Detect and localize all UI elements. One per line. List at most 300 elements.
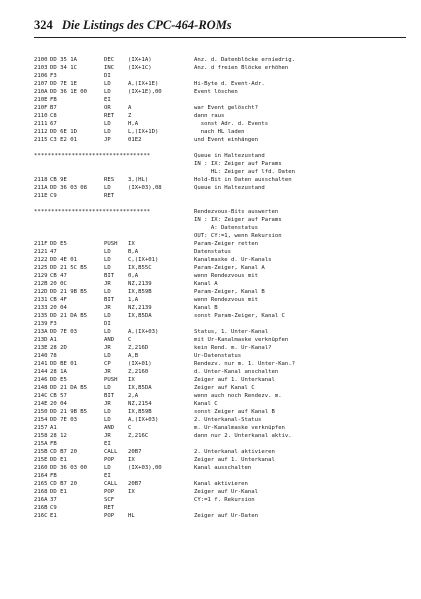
line-comment: Hi-Byte d. Event-Adr. <box>194 81 265 87</box>
line-operand: (IX+1E),00 <box>128 89 162 95</box>
line-operand: A,(IX+03) <box>128 329 159 335</box>
line-mnemonic: JR <box>104 345 111 351</box>
line-comment: 2. Unterkanal aktivieren <box>194 449 275 455</box>
separator-stars: ********************************** <box>34 209 151 215</box>
line-hex-bytes: CB 4F <box>50 297 67 303</box>
line-hex-bytes: DD 4E 01 <box>50 257 77 263</box>
line-hex-bytes: 20 04 <box>50 401 67 407</box>
line-comment: Kanal A <box>194 281 218 287</box>
line-mnemonic: BIT <box>104 273 115 279</box>
section-comment-text: IN : IX: Zeiger auf Params <box>194 161 282 167</box>
code-line <box>34 72 414 80</box>
code-line <box>34 128 414 136</box>
line-address: 216B <box>34 505 48 511</box>
line-address: 212D <box>34 289 48 295</box>
line-address: 2140 <box>34 353 48 359</box>
line-hex-bytes: CD B7 20 <box>50 481 77 487</box>
line-address: 2144 <box>34 369 48 375</box>
line-mnemonic: DI <box>104 73 111 79</box>
line-address: 2125 <box>34 265 48 271</box>
line-address: 2121 <box>34 249 48 255</box>
code-line <box>34 80 414 88</box>
code-line <box>34 464 414 472</box>
line-mnemonic: POP <box>104 513 115 519</box>
line-hex-bytes: 20 0C <box>50 281 67 287</box>
line-hex-bytes: DD 34 1C <box>50 65 77 71</box>
code-line <box>34 504 414 512</box>
line-address: 2146 <box>34 377 48 383</box>
line-mnemonic: JR <box>104 305 111 311</box>
line-comment: Zeiger auf Ur-Kanal <box>194 489 258 495</box>
line-address: 215B <box>34 449 48 455</box>
code-line <box>34 400 414 408</box>
line-address: 2115 <box>34 137 48 143</box>
code-line <box>34 368 414 376</box>
line-operand <box>128 192 194 200</box>
code-line <box>34 256 414 264</box>
line-mnemonic: EI <box>104 473 111 479</box>
line-mnemonic: RET <box>104 505 115 511</box>
code-line <box>34 328 414 336</box>
line-hex-bytes: 28 2D <box>50 345 67 351</box>
page-header <box>34 18 414 33</box>
line-address: 2139 <box>34 321 48 327</box>
line-operand: 0,A <box>128 273 139 279</box>
line-operand: A,(IX+1E) <box>128 81 159 87</box>
line-address: 213E <box>34 345 48 351</box>
line-comment <box>194 504 414 512</box>
line-comment: Param-Zeiger, Kanal A <box>194 265 265 271</box>
line-address: 2107 <box>34 81 48 87</box>
line-hex-bytes: 28 1A <box>50 369 67 375</box>
line-operand <box>128 504 194 512</box>
line-address: 2103 <box>34 65 48 71</box>
line-operand: Z <box>128 113 132 119</box>
line-comment: dann nur 2. Unterkanal aktiv. <box>194 433 292 439</box>
line-address: 2112 <box>34 129 48 135</box>
line-hex-bytes: DD 21 DA B5 <box>50 385 88 391</box>
line-hex-bytes: CD B7 20 <box>50 449 77 455</box>
line-address: 2110 <box>34 113 48 119</box>
line-mnemonic: DEC <box>104 57 115 63</box>
line-address: 215E <box>34 457 48 463</box>
line-operand: Z,2160 <box>128 369 149 375</box>
line-hex-bytes: 67 <box>50 121 57 127</box>
section-comment <box>34 232 414 240</box>
line-mnemonic: DI <box>104 321 111 327</box>
line-mnemonic: CALL <box>104 449 118 455</box>
line-hex-bytes: A1 <box>50 337 57 343</box>
code-line <box>34 472 414 480</box>
line-operand: IX <box>128 241 135 247</box>
line-mnemonic: OR <box>104 105 111 111</box>
code-line <box>34 432 414 440</box>
line-hex-bytes: DD E5 <box>50 241 67 247</box>
code-line <box>34 360 414 368</box>
line-comment: Anz. d. Datenblöcke erniedrig. <box>194 57 296 63</box>
section-comment <box>34 160 414 168</box>
code-line <box>34 336 414 344</box>
code-line <box>34 312 414 320</box>
line-mnemonic: LD <box>104 249 111 255</box>
code-line <box>34 496 414 504</box>
line-operand: NZ,2139 <box>128 305 152 311</box>
line-comment: Zeiger auf Kanal C <box>194 385 255 391</box>
code-line <box>34 440 414 448</box>
header-rule <box>34 37 406 38</box>
line-mnemonic: POP <box>104 457 115 463</box>
line-comment <box>194 72 414 80</box>
line-mnemonic: BIT <box>104 393 115 399</box>
code-line <box>34 136 414 144</box>
line-mnemonic: LD <box>104 81 111 87</box>
separator-line <box>34 152 414 160</box>
line-operand: H,A <box>128 121 139 127</box>
line-mnemonic: INC <box>104 65 115 71</box>
line-comment: Zeiger auf 1. Unterkanal <box>194 457 275 463</box>
section-comment <box>34 224 414 232</box>
line-mnemonic: LD <box>104 129 111 135</box>
line-address: 2106 <box>34 73 48 79</box>
line-hex-bytes: DD 7E 03 <box>50 417 77 423</box>
line-mnemonic: LD <box>104 385 111 391</box>
line-comment: sonst Param-Zeiger, Kanal C <box>194 313 285 319</box>
listing-block-3 <box>34 240 414 520</box>
line-operand: IX,B5DA <box>128 313 152 319</box>
line-hex-bytes: F3 <box>50 321 57 327</box>
line-hex-bytes: FB <box>50 97 57 103</box>
line-comment: Datenstatus <box>194 249 232 255</box>
line-hex-bytes: C9 <box>50 193 57 199</box>
line-address: 211E <box>34 193 48 199</box>
line-comment <box>194 440 414 448</box>
code-line <box>34 104 414 112</box>
line-operand: 1,A <box>128 297 139 303</box>
line-comment: war Event gelöscht? <box>194 105 258 111</box>
line-address: 213A <box>34 329 48 335</box>
line-comment: Kanal B <box>194 305 218 311</box>
line-operand: 3,(HL) <box>128 177 149 183</box>
code-line <box>34 456 414 464</box>
line-comment: Hold-Bit in Daten ausschalten <box>194 177 292 183</box>
line-address: 2150 <box>34 409 48 415</box>
line-comment: Anz. d freien Blöcke erhöhen <box>194 65 289 71</box>
line-mnemonic: LD <box>104 289 111 295</box>
code-line <box>34 280 414 288</box>
line-address: 2135 <box>34 313 48 319</box>
line-address: 2160 <box>34 465 48 471</box>
code-line <box>34 248 414 256</box>
line-hex-bytes: DD BE 01 <box>50 361 77 367</box>
page-title: Die Listings des CPC-464-ROMs <box>61 18 232 32</box>
line-mnemonic: PUSH <box>104 241 118 247</box>
code-line <box>34 184 414 192</box>
line-mnemonic: LD <box>104 89 111 95</box>
line-operand: IX,B5DA <box>128 385 152 391</box>
line-mnemonic: LD <box>104 353 111 359</box>
line-address: 212B <box>34 281 48 287</box>
line-comment: 2. Unterkanal-Status <box>194 417 262 423</box>
line-hex-bytes: C8 <box>50 113 57 119</box>
line-address: 2141 <box>34 361 48 367</box>
code-line <box>34 448 414 456</box>
section-heading: Queue in Haltezustand <box>194 153 265 159</box>
line-operand: Z,216D <box>128 345 149 351</box>
line-address: 213D <box>34 337 48 343</box>
line-operand <box>128 320 194 328</box>
code-line <box>34 352 414 360</box>
line-hex-bytes: DD 36 03 08 <box>50 185 88 191</box>
code-line <box>34 264 414 272</box>
section-heading: Rendezvous-Bits auswerten <box>194 209 279 215</box>
listing-block-1 <box>34 56 414 144</box>
line-operand: (IX+1C) <box>128 65 152 71</box>
line-address: 2131 <box>34 297 48 303</box>
line-address: 2111 <box>34 121 48 127</box>
line-comment: d. Unter-Kanal anschalten <box>194 369 279 375</box>
line-address: 2122 <box>34 257 48 263</box>
line-mnemonic: CALL <box>104 481 118 487</box>
line-comment: dann raus <box>194 113 225 119</box>
code-line <box>34 320 414 328</box>
line-comment: Param-Zeiger retten <box>194 241 258 247</box>
code-line <box>34 288 414 296</box>
line-mnemonic: RET <box>104 193 115 199</box>
line-address: 214E <box>34 401 48 407</box>
line-mnemonic: POP <box>104 489 115 495</box>
line-comment: mit Ur-Kanalmaske verknüpfen <box>194 337 289 343</box>
line-hex-bytes: C9 <box>50 505 57 511</box>
line-comment: Kanal C <box>194 401 218 407</box>
line-hex-bytes: A1 <box>50 425 57 431</box>
line-mnemonic: AND <box>104 337 115 343</box>
line-operand: (IX+03),08 <box>128 185 162 191</box>
section-comment-text: HL: Zeiger auf lfd. Daten <box>194 169 296 175</box>
line-hex-bytes: DD 21 DA B5 <box>50 313 88 319</box>
line-comment: und Event einhängen <box>194 137 258 143</box>
line-operand: 20B7 <box>128 449 142 455</box>
line-comment: Kanalmaske d. Ur-Kanals <box>194 257 272 263</box>
page-number: 324 <box>34 18 53 32</box>
line-operand: C,(IX+01) <box>128 257 159 263</box>
line-mnemonic: LD <box>104 313 111 319</box>
line-comment: Zeiger auf Ur-Daten <box>194 513 258 519</box>
line-hex-bytes: DD E1 <box>50 489 67 495</box>
line-hex-bytes: DD 7E 03 <box>50 329 77 335</box>
line-address: 211A <box>34 185 48 191</box>
section-comment <box>34 216 414 224</box>
line-operand: A <box>128 105 132 111</box>
line-address: 215A <box>34 441 48 447</box>
code-line <box>34 64 414 72</box>
line-address: 210A <box>34 89 48 95</box>
section-comment <box>34 168 414 176</box>
line-hex-bytes: DD 36 1E 00 <box>50 89 88 95</box>
code-line <box>34 408 414 416</box>
line-mnemonic: LD <box>104 121 111 127</box>
line-operand <box>128 440 194 448</box>
line-operand: (IX+01) <box>128 361 152 367</box>
assembly-listing <box>34 56 414 520</box>
line-hex-bytes: CB 9E <box>50 177 67 183</box>
line-operand: HL <box>128 513 135 519</box>
line-comment: Kanal aktivieren <box>194 481 248 487</box>
line-mnemonic: EI <box>104 97 111 103</box>
code-line <box>34 392 414 400</box>
line-address: 2164 <box>34 473 48 479</box>
line-mnemonic: LD <box>104 417 111 423</box>
line-address: 2154 <box>34 417 48 423</box>
line-comment: wenn auch noch Rendezv. m. <box>194 393 282 399</box>
line-address: 214C <box>34 393 48 399</box>
line-hex-bytes: FB <box>50 441 57 447</box>
line-operand: A,(IX+03) <box>128 417 159 423</box>
line-comment <box>194 192 414 200</box>
line-mnemonic: RET <box>104 113 115 119</box>
code-line <box>34 88 414 96</box>
code-line <box>34 304 414 312</box>
line-hex-bytes: 37 <box>50 497 57 503</box>
code-line <box>34 56 414 64</box>
line-mnemonic: LD <box>104 409 111 415</box>
line-hex-bytes: E1 <box>50 513 57 519</box>
code-line <box>34 240 414 248</box>
line-comment: wenn Rendezvous mit <box>194 273 258 279</box>
code-line <box>34 416 414 424</box>
line-mnemonic: JR <box>104 433 111 439</box>
code-line <box>34 96 414 104</box>
line-address: 2133 <box>34 305 48 311</box>
line-mnemonic: JP <box>104 137 111 143</box>
line-address: 211F <box>34 241 48 247</box>
line-address: 2129 <box>34 273 48 279</box>
line-comment <box>194 96 414 104</box>
line-comment: Param-Zeiger, Kanal B <box>194 289 265 295</box>
line-comment: wenn Rendezvous mit <box>194 297 258 303</box>
line-operand: IX <box>128 489 135 495</box>
line-operand: NZ,2154 <box>128 401 152 407</box>
line-operand: IX <box>128 457 135 463</box>
line-hex-bytes: 28 12 <box>50 433 67 439</box>
line-mnemonic: JR <box>104 401 111 407</box>
code-line <box>34 480 414 488</box>
line-operand: (IX+1A) <box>128 57 152 63</box>
code-line <box>34 424 414 432</box>
code-line <box>34 176 414 184</box>
line-comment: Event löschen <box>194 89 238 95</box>
line-operand: IX,B59B <box>128 289 152 295</box>
code-line <box>34 192 414 200</box>
line-hex-bytes: DD E1 <box>50 457 67 463</box>
code-line <box>34 344 414 352</box>
line-hex-bytes: 20 04 <box>50 305 67 311</box>
line-hex-bytes: DD 21 5C B5 <box>50 265 88 271</box>
line-address: 210E <box>34 97 48 103</box>
code-line <box>34 512 414 520</box>
line-hex-bytes: C3 E2 01 <box>50 137 77 143</box>
line-hex-bytes: DD E5 <box>50 377 67 383</box>
line-operand <box>128 96 194 104</box>
blank-line <box>34 144 414 152</box>
line-hex-bytes: DD 6E 1D <box>50 129 77 135</box>
line-hex-bytes: CB 47 <box>50 273 67 279</box>
line-operand: 20B7 <box>128 481 142 487</box>
line-operand: IX <box>128 377 135 383</box>
line-operand: 2,A <box>128 393 139 399</box>
line-mnemonic: BIT <box>104 297 115 303</box>
line-comment: sonst Zeiger auf Kanal B <box>194 409 275 415</box>
line-mnemonic: SCF <box>104 497 115 503</box>
section-comment-text: A: Datenstatus <box>194 225 258 231</box>
line-comment: Kanal ausschalten <box>194 465 252 471</box>
line-comment: CY:=1 f. Rekursion <box>194 497 255 503</box>
line-address: 2157 <box>34 425 48 431</box>
line-mnemonic: LD <box>104 465 111 471</box>
code-line <box>34 296 414 304</box>
line-operand: (IX+03),00 <box>128 465 162 471</box>
line-hex-bytes: DD 21 9B B5 <box>50 289 88 295</box>
line-hex-bytes: DD 35 1A <box>50 57 77 63</box>
line-comment: Status, 1. Unter-Kanal <box>194 329 269 335</box>
line-operand <box>128 472 194 480</box>
line-hex-bytes: F3 <box>50 73 57 79</box>
line-operand: IX,B59B <box>128 409 152 415</box>
separator-line <box>34 208 414 216</box>
code-line <box>34 112 414 120</box>
line-operand: IX,B55C <box>128 265 152 271</box>
line-mnemonic: LD <box>104 265 111 271</box>
line-hex-bytes: CB 57 <box>50 393 67 399</box>
line-comment: Queue in Haltezustand <box>194 185 265 191</box>
line-operand: L,(IX+1D) <box>128 129 159 135</box>
line-hex-bytes: 78 <box>50 353 57 359</box>
line-operand: B,A <box>128 249 139 255</box>
listing-block-2 <box>34 176 414 200</box>
line-operand <box>128 496 194 504</box>
line-operand: Z,216C <box>128 433 149 439</box>
line-mnemonic: LD <box>104 185 111 191</box>
line-operand: 01E2 <box>128 137 142 143</box>
line-comment: kein Rend. m. Ur-Kanal? <box>194 345 272 351</box>
line-mnemonic: AND <box>104 425 115 431</box>
line-address: 2118 <box>34 177 48 183</box>
section-comment-text: OUT: CY:=1, wenn Rekursion <box>194 233 282 239</box>
line-hex-bytes: FB <box>50 473 57 479</box>
line-address: 2100 <box>34 57 48 63</box>
line-operand: A,B <box>128 353 139 359</box>
line-hex-bytes: DD 7E 1E <box>50 81 77 87</box>
line-hex-bytes: DD 21 9B B5 <box>50 409 88 415</box>
line-address: 216A <box>34 497 48 503</box>
line-hex-bytes: DD 36 03 00 <box>50 465 88 471</box>
line-address: 2165 <box>34 481 48 487</box>
line-address: 210F <box>34 105 48 111</box>
line-mnemonic: CP <box>104 361 111 367</box>
line-comment: nach HL laden <box>194 129 245 135</box>
line-mnemonic: LD <box>104 257 111 263</box>
line-mnemonic: EI <box>104 441 111 447</box>
code-line <box>34 488 414 496</box>
code-line <box>34 120 414 128</box>
line-comment: m. Ur-Kanalmaske verknüpfen <box>194 425 285 431</box>
separator-stars: ********************************** <box>34 153 151 159</box>
code-line <box>34 376 414 384</box>
code-line <box>34 384 414 392</box>
blank-line <box>34 200 414 208</box>
line-mnemonic: RES <box>104 177 115 183</box>
line-operand: NZ,2139 <box>128 281 152 287</box>
line-mnemonic: JR <box>104 369 111 375</box>
